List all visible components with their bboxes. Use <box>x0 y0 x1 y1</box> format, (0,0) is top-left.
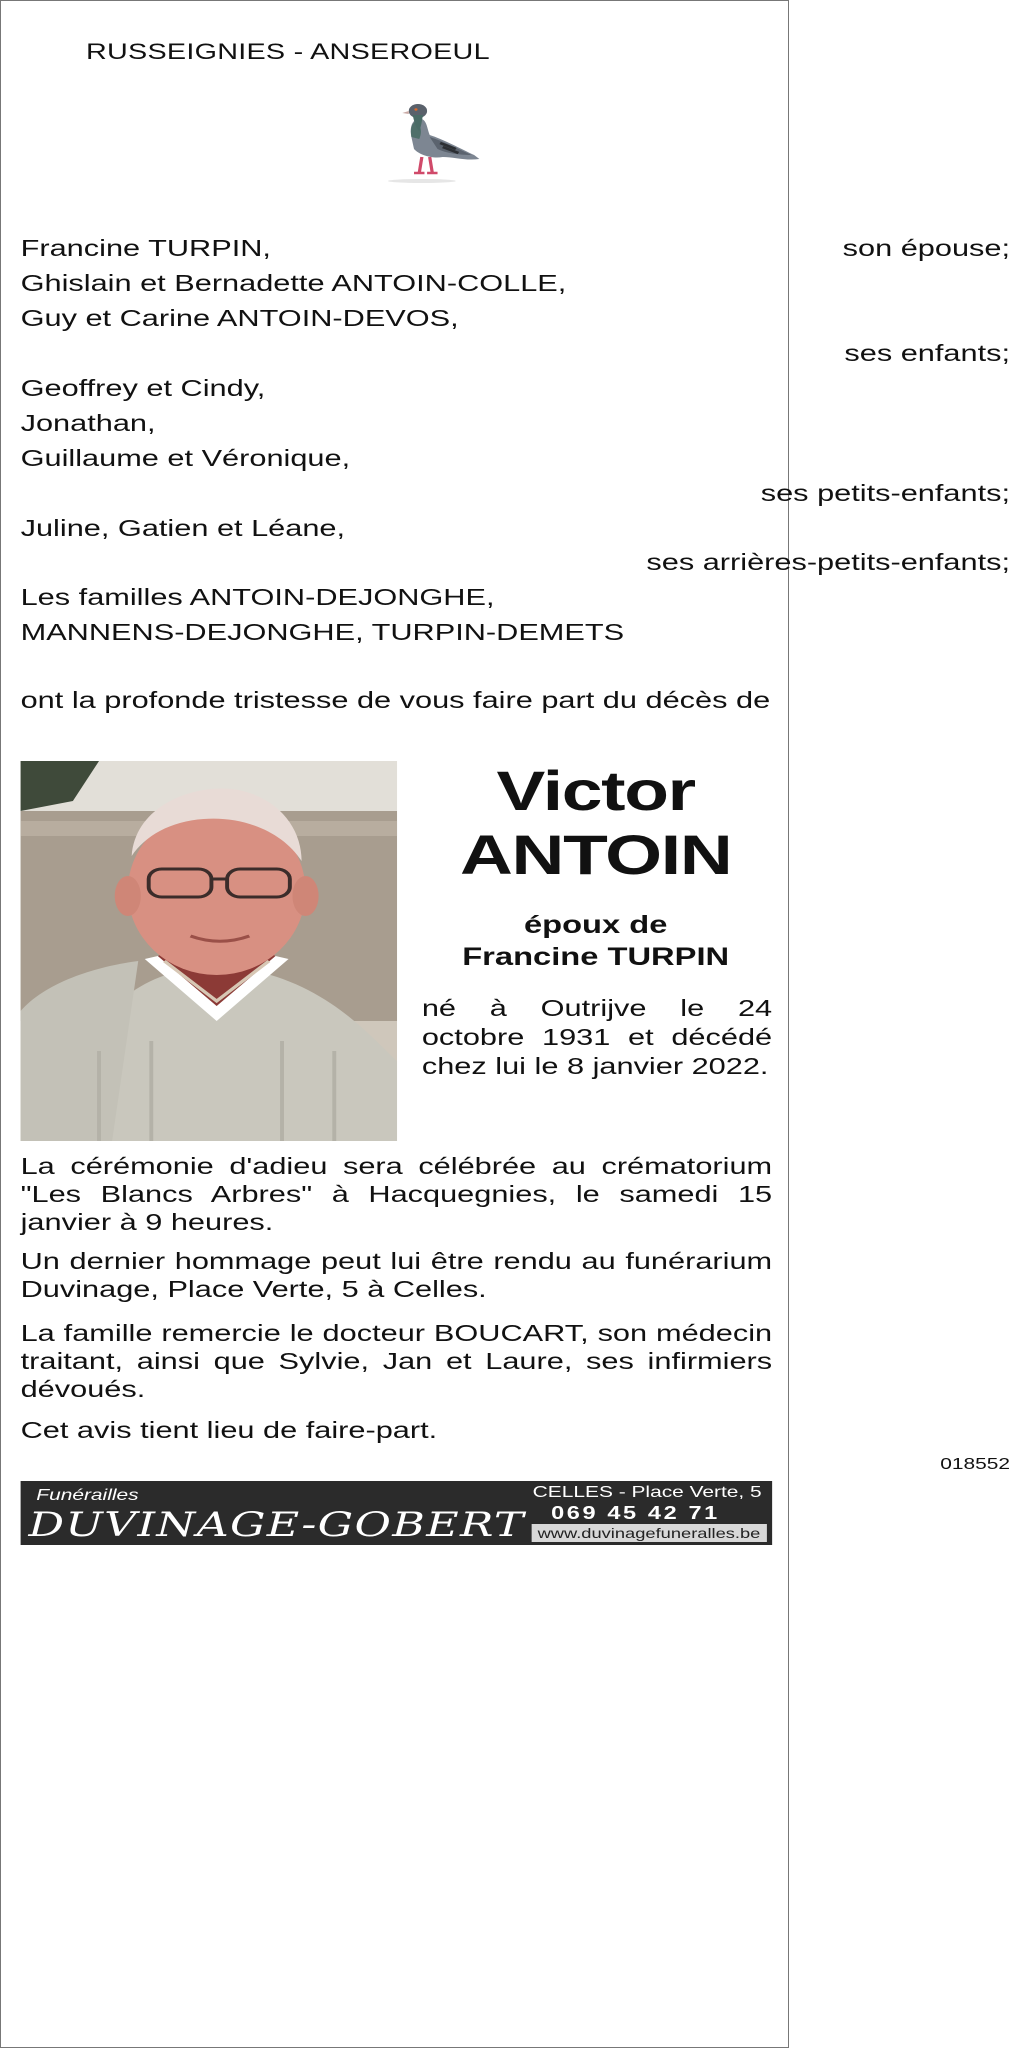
footer-phone: 069 45 42 71 <box>551 1503 720 1523</box>
thanks-paragraph: La famille remercie le docteur BOUCART, son médecin traitant, ainsi que Sylvie, Jan et Laure, ses infirmiers dévoués. <box>20 1320 773 1402</box>
spouse-name: Francine TURPIN <box>462 943 730 971</box>
family-line: Ghislain et Bernadette ANTOIN-COLLE, <box>20 270 567 296</box>
family-line: Guy et Carine ANTOIN-DEVOS, <box>20 305 459 331</box>
footer-website[interactable]: www.duvinagefuneralles.be <box>531 1524 767 1542</box>
family-line: Juline, Gatien et Léane, <box>20 515 346 541</box>
birth-death-text: né à Outrijve le 24 octobre 1931 et décédé chez lui le 8 janvier 2022. <box>421 995 773 1079</box>
family-line: Geoffrey et Cindy, <box>20 375 266 401</box>
footer-address: CELLES - Place Verte, 5 <box>532 1484 762 1501</box>
pigeon-icon <box>383 97 485 183</box>
announcement-text: ont la profonde tristesse de vous faire part du décès de <box>20 687 771 713</box>
family-relation: ses petits-enfants; <box>760 480 1011 506</box>
family-relation: ses arrières-petits-enfants; <box>646 549 1011 575</box>
deceased-last-name: ANTOIN <box>459 823 732 886</box>
notice-paragraph: Cet avis tient lieu de faire-part. <box>20 1417 438 1443</box>
family-line: Jonathan, <box>20 410 156 436</box>
family-line <box>21 231 1010 266</box>
footer-label: Funérailles <box>36 1487 139 1504</box>
reference-number: 018552 <box>940 1456 1011 1473</box>
family-name: Francine TURPIN, <box>20 235 271 261</box>
spouse-label: époux de <box>523 911 668 939</box>
ceremony-paragraph: La cérémonie d'adieu sera célébrée au crématorium "Les Blancs Arbres" à Hacquegnies, le samedi 15 janvier à 9 heures. <box>20 1153 773 1235</box>
footer-brand: DUVINAGE-GOBERT <box>28 1505 525 1545</box>
portrait-photo <box>21 761 397 1141</box>
location-heading: RUSSEIGNIES - ANSEROEUL <box>85 39 490 64</box>
family-line: Guillaume et Véronique, <box>20 445 351 471</box>
family-line: MANNENS-DEJONGHE, TURPIN-DEMETS <box>20 619 625 645</box>
tribute-paragraph: Un dernier hommage peut lui être rendu au funérarium Duvinage, Place Verte, 5 à Celles. <box>20 1248 773 1302</box>
family-relation: son épouse; <box>842 235 1011 261</box>
family-relation: ses enfants; <box>844 340 1011 366</box>
family-line: Les familles ANTOIN-DEJONGHE, <box>20 584 495 610</box>
deceased-first-name: Victor <box>496 759 695 822</box>
funeral-home-banner <box>21 1481 773 1545</box>
